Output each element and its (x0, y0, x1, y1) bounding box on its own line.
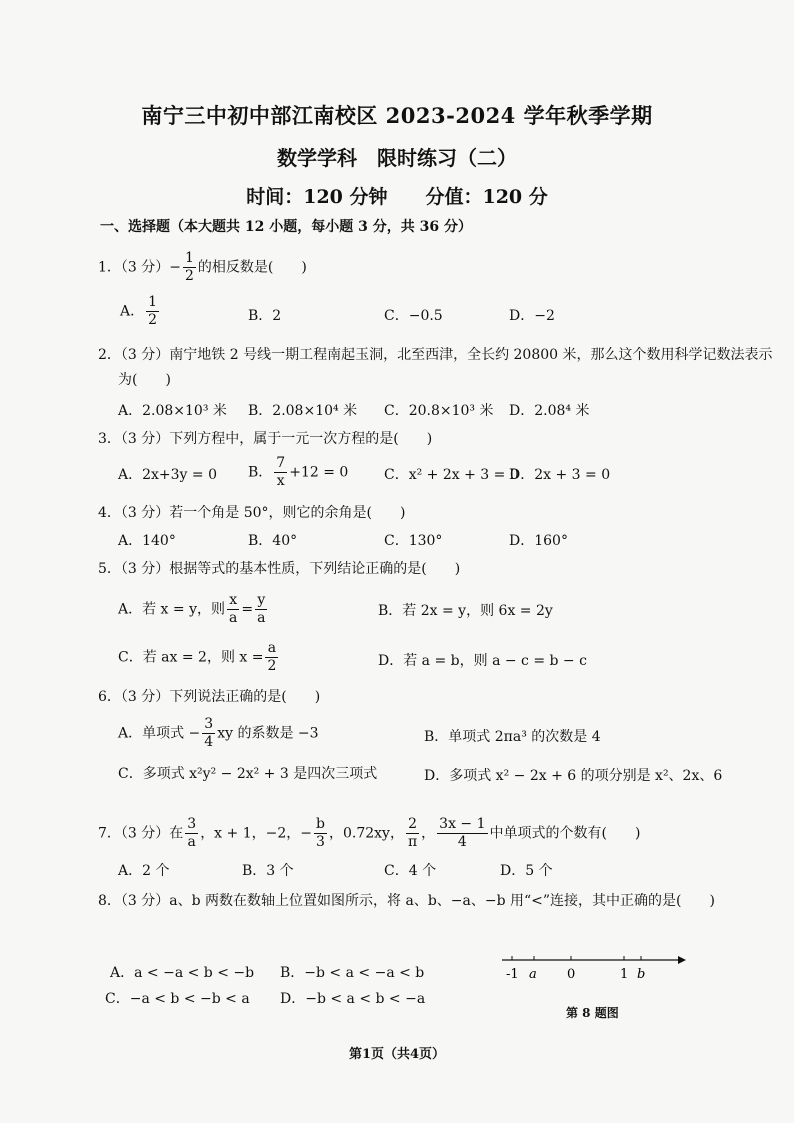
q8-option-c: C．−a < b < −b < a (105, 991, 250, 1007)
q7-option-a: A．2 个 (118, 863, 170, 879)
q2-option-b: B．2.08×10⁴ 米 (248, 403, 358, 419)
q6-option-c: C．多项式 x²y² − 2x² + 3 是四次三项式 (118, 766, 378, 782)
q3-option-a: A．2x+3y = 0 (118, 467, 217, 483)
question-4: 4．（3 分）若一个角是 50°，则它的余角是( ) (98, 505, 406, 521)
figure-caption: 第 8 题图 (566, 1006, 619, 1020)
q1-sign: − (169, 259, 181, 276)
q5-option-d: D．若 a = b，则 a − c = b − c (378, 653, 587, 669)
q5-option-c: C．若 ax = 2，则 x = $\frac{a}{2}$ (118, 640, 277, 674)
question-7: 7．（3 分）在 $\frac{3}{a}$ ，x + 1，−2，− $\frac{b}{3}$ ，0.72xy， $\frac{2}{\pi}$ ， $\frac{3x - 1}{4}$ 中单项式的个数有( ) (98, 816, 641, 850)
q5-option-a: A．若 x = y，则 $\frac{x}{a}$ = $\frac{y}{a}$ (118, 592, 266, 626)
q6-option-a: A．单项式 − $\frac{3}{4}$ xy 的系数是 −3 (118, 716, 319, 750)
q4-option-b: B．40° (248, 533, 298, 549)
question-8: 8．（3 分）a、b 两数在数轴上位置如图所示，将 a、b、−a、−b 用“<”连接，其中正确的是( ) (98, 893, 715, 909)
q2-option-c: C．20.8×10³ 米 (384, 403, 494, 419)
question-5: 5．（3 分）根据等式的基本性质，下列结论正确的是( ) (98, 561, 461, 577)
exam-time-score: 时间：120 分钟 分值：120 分 (246, 186, 548, 208)
page-footer: 第1页（共4页） (348, 1047, 446, 1062)
number-line-figure (498, 948, 688, 988)
q1-option-c: C．−0.5 (384, 308, 443, 324)
question-6: 6．（3 分）下列说法正确的是( ) (98, 689, 321, 705)
label-zero: 0 (567, 967, 576, 982)
q8-option-b: B．−b < a < −a < b (280, 965, 425, 981)
page-title: 南宁三中初中部江南校区 2023-2024 学年秋季学期 (141, 103, 653, 128)
q1-text: 的相反数是( ) (197, 259, 307, 276)
q3-option-b: B． $\frac{7}{x}$ +12 = 0 (248, 455, 349, 489)
label-minus-one: -1 (506, 967, 519, 982)
q7-option-c: C．4 个 (384, 863, 437, 879)
q2-option-d: D．2.08⁴ 米 (509, 403, 590, 419)
question-3: 3．（3 分）下列方程中，属于一元一次方程的是( ) (98, 431, 433, 447)
label-one: 1 (620, 967, 629, 982)
q6-option-d: D．多项式 x² − 2x + 6 的项分别是 x²、2x、6 (424, 768, 723, 784)
q1-option-d: D．−2 (509, 308, 555, 324)
q3-option-d: D．2x + 3 = 0 (509, 467, 611, 483)
q2-option-a: A．2.08×10³ 米 (118, 403, 227, 419)
number-line-arrow (678, 956, 686, 964)
label-a: a (529, 967, 537, 982)
q1-option-a: A． $\frac{1}{2}$ (120, 294, 158, 328)
q8-option-a: A．a < −a < b < −b (110, 965, 255, 981)
q4-option-a: A．140° (118, 533, 176, 549)
section-heading: 一、选择题（本大题共 12 小题，每小题 3 分，共 36 分） (100, 219, 472, 235)
q1-prefix: 1．（3 分） (98, 259, 170, 276)
label-b: b (637, 967, 646, 982)
q7-option-d: D．5 个 (500, 863, 553, 879)
question-2: 2．（3 分）南宁地铁 2 号线一期工程南起玉洞，北至西津，全长约 20800 米，那么这个数用科学记数法表示 (98, 347, 773, 363)
q7-option-b: B．3 个 (242, 863, 294, 879)
q1-fraction: $\frac{1}{2}$ (185, 250, 194, 284)
q6-option-b: B．单项式 2πa³ 的次数是 4 (424, 729, 601, 745)
q4-option-c: C．130° (384, 533, 443, 549)
q4-option-d: D．160° (509, 533, 568, 549)
q8-option-d: D．−b < a < b < −a (280, 991, 426, 1007)
question-1 (98, 250, 307, 285)
question-2-cont: 为( ) (118, 372, 171, 388)
q5-option-b: B．若 2x = y，则 6x = 2y (378, 603, 553, 619)
page-subtitle: 数学学科 限时练习（二） (277, 146, 517, 170)
q3-option-c: C．x² + 2x + 3 = 0 (384, 467, 519, 483)
q1-option-b: B．2 (248, 308, 282, 324)
